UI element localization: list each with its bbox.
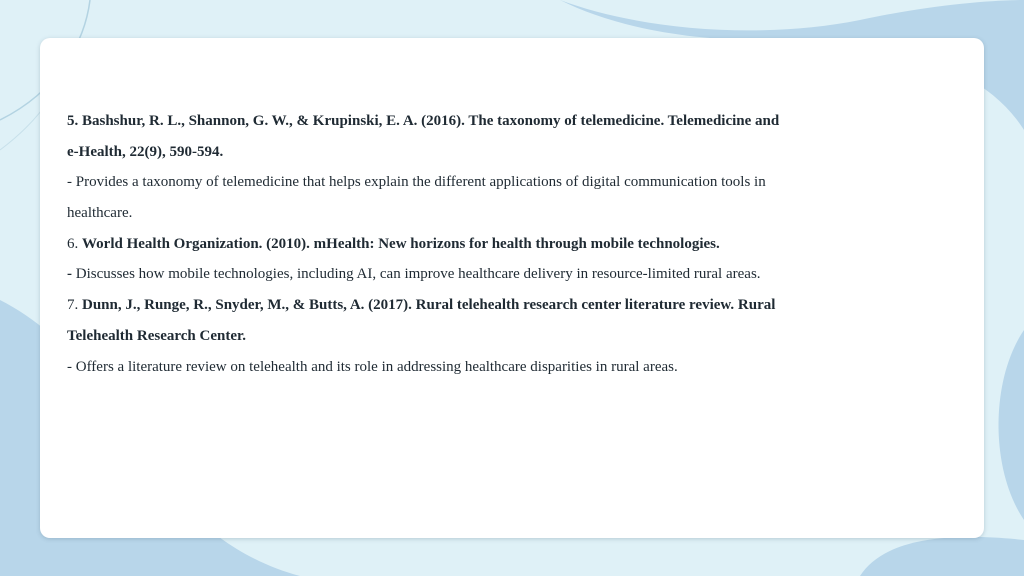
note-dash: - [67, 266, 72, 283]
citation-text: e-Health, 22(9), 590-594. [67, 143, 224, 160]
note-line [67, 167, 907, 198]
citation-line [67, 321, 907, 352]
reference-item [67, 290, 907, 382]
note-line [67, 259, 907, 290]
citation-line [67, 229, 907, 260]
citation-line [67, 290, 907, 321]
reference-item [67, 229, 907, 290]
citation-line [67, 106, 907, 137]
note-text: Discusses how mobile technologies, including AI, can improve healthcare delivery in resource-limited rural areas. [75, 266, 761, 283]
citation-text: Telehealth Research Center. [67, 327, 247, 344]
references-list [67, 106, 907, 382]
citation-line [67, 137, 907, 168]
note-text: - Provides a taxonomy of telemedicine that helps explain the different applications of digital communication tools in [67, 174, 766, 191]
note-text: - Offers a literature review on telehealth and its role in addressing healthcare disparities in rural areas. [67, 358, 678, 375]
citation-text: Bashshur, R. L., Shannon, G. W., & Krupinski, E. A. (2016). The taxonomy of telemedicine. Telemedicine and [82, 113, 780, 129]
note-text: healthcare. [67, 205, 133, 222]
citation-text: Dunn, J., Runge, R., Snyder, M., & Butts, A. (2017). Rural telehealth research center literature review. Rural [82, 297, 776, 314]
reference-number: 7. [67, 297, 79, 314]
note-line [67, 352, 907, 383]
reference-number: 5. [67, 113, 79, 129]
note-line [67, 198, 907, 229]
reference-number: 6. [67, 235, 79, 252]
citation-text: World Health Organization. (2010). mHealth: New horizons for health through mobile technologies. [82, 235, 720, 252]
reference-item [67, 106, 907, 229]
